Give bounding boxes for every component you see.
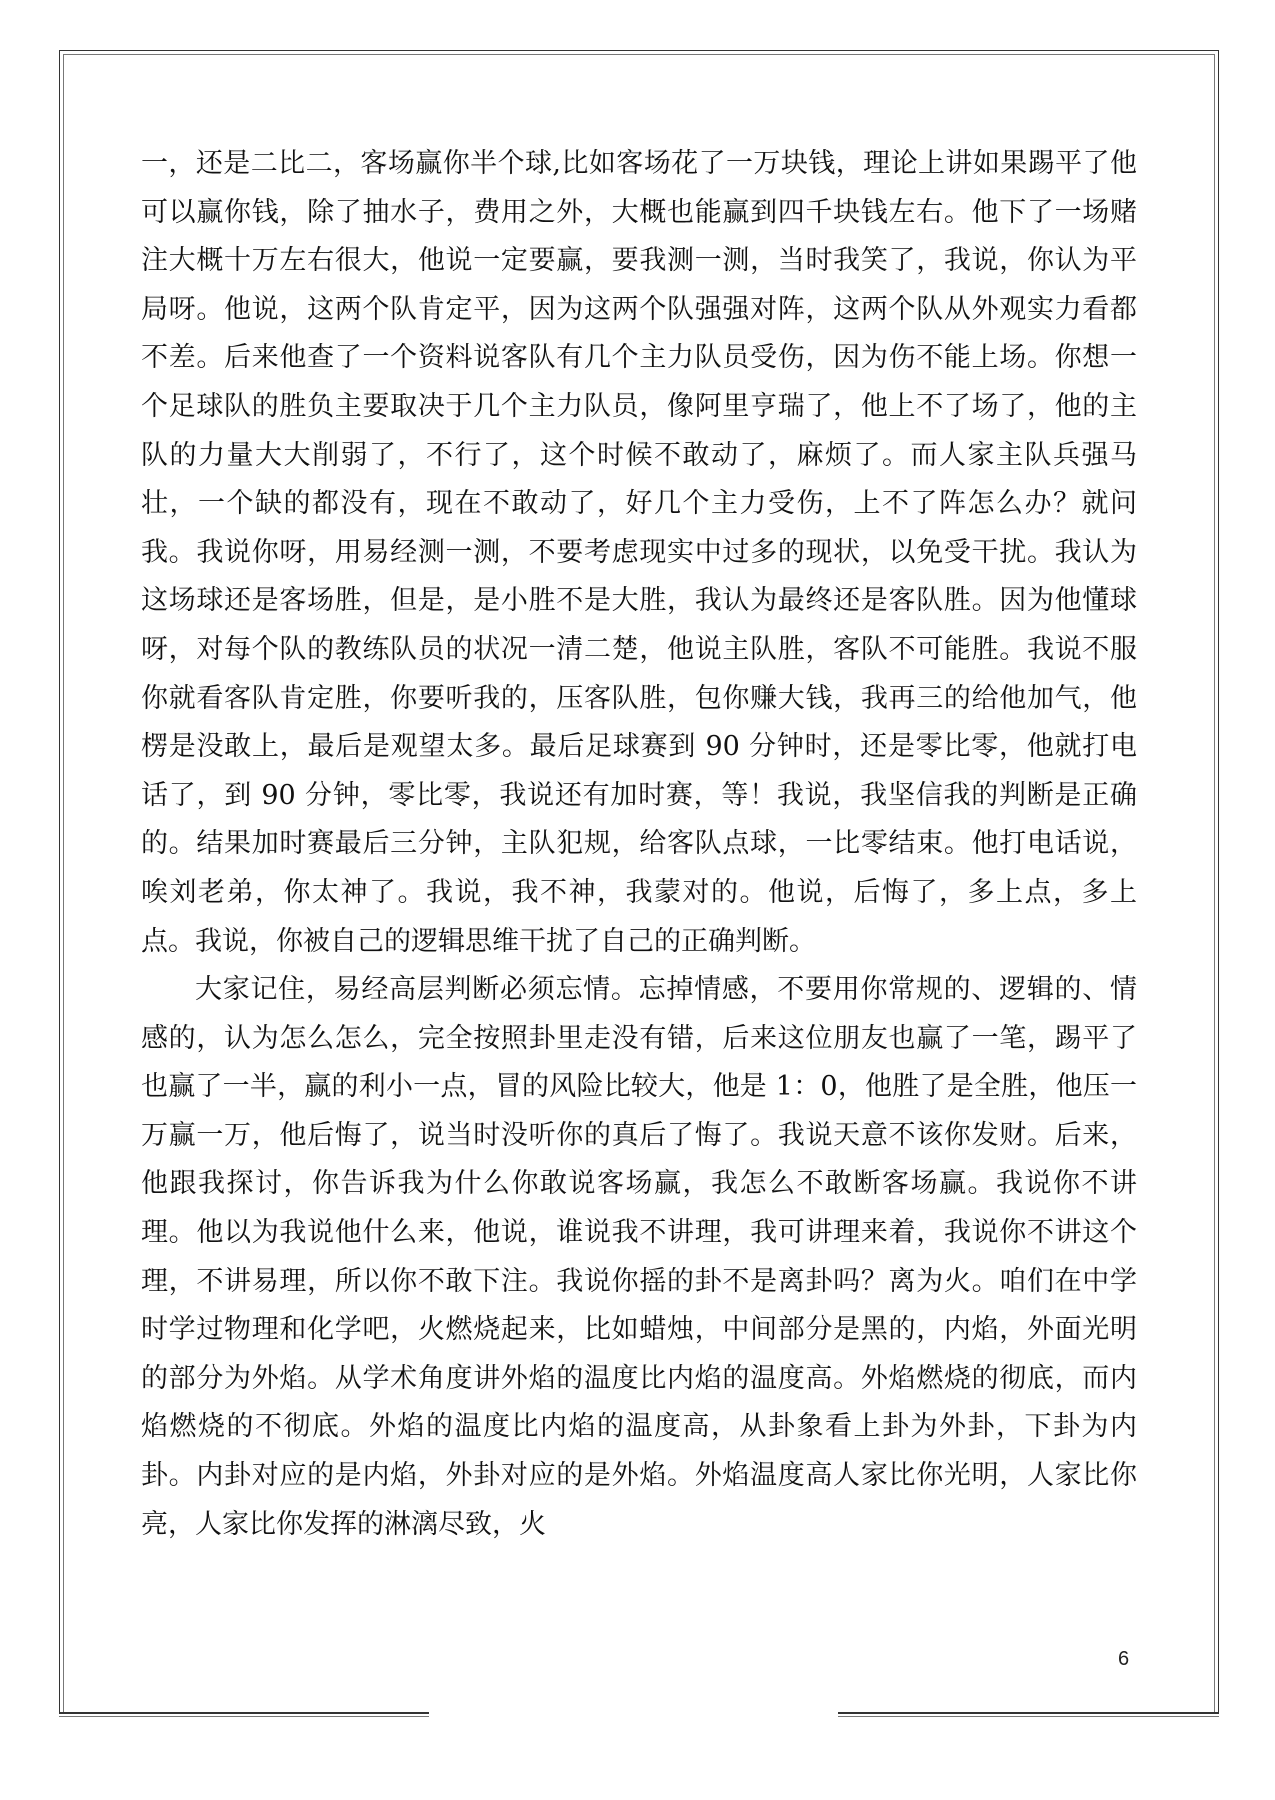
footer-rule-left — [59, 1712, 429, 1714]
footer-rule-left-inner — [59, 1716, 429, 1717]
paragraph-2: 大家记住，易经高层判断必须忘情。忘掉情感，不要用你常规的、逻辑的、情感的，认为怎么怎么，完全按照卦里走没有错，后来这位朋友也赢了一笔，踢平了也赢了一半，赢的利小一点，冒的风险比较大，他是 1：0，他胜了是全胜，他压一万赢一万，他后悔了，说当时没听你的真后了悔了。我说天意不该你发财。后来，他跟我探讨，你告诉我为什么你敢说客场赢，我怎么不敢断客场赢。我说你不讲理。他以为我说他什么来，他说，谁说我不讲理，我可讲理来着，我说你不讲这个理，不讲易理，所以你不敢下注。我说你摇的卦不是离卦吗？离为火。咱们在中学时学过物理和化学吧，火燃烧起来，比如蜡烛，中间部分是黑的，内焰，外面光明的部分为外焰。从学术角度讲外焰的温度比内焰的温度高。外焰燃烧的彻底，而内焰燃烧的不彻底。外焰的温度比内焰的温度高，从卦象看上卦为外卦，下卦为内卦。内卦对应的是内焰，外卦对应的是外焰。外焰温度高人家比你光明，人家比你亮，人家比你发挥的淋漓尽致，火 — [141, 974, 1137, 1540]
paragraph-1: 一，还是二比二，客场赢你半个球,比如客场花了一万块钱，理论上讲如果踢平了他可以赢你钱，除了抽水子，费用之外，大概也能赢到四千块钱左右。他下了一场赌注大概十万左右很大，他说一定要赢，要我测一测，当时我笑了，我说，你认为平局呀。他说，这两个队肯定平，因为这两个队强强对阵，这两个队从外观实力看都不差。后来他查了一个资料说客队有几个主力队员受伤，因为伤不能上场。你想一个足球队的胜负主要取决于几个主力队员，像阿里亨瑞了，他上不了场了，他的主队的力量大大削弱了，不行了，这个时候不敢动了，麻烦了。而人家主队兵强马壮，一个缺的都没有，现在不敢动了，好几个主力受伤，上不了阵怎么办？就问我。我说你呀，用易经测一测，不要考虑现实中过多的现状，以免受干扰。我认为这场球还是客场胜，但是，是小胜不是大胜，我认为最终还是客队胜。因为他懂球呀，对每个队的教练队员的状况一清二楚，他说主队胜，客队不可能胜。我说不服你就看客队肯定胜，你要听我的，压客队胜，包你赚大钱，我再三的给他加气，他楞是没敢上，最后是观望太多。最后足球赛到 90 分钟时，还是零比零，他就打电话了，到 90 分钟，零比零，我说还有加时赛，等！我说，我坚信我的判断是正确的。结果加时赛最后三分钟，主队犯规，给客队点球，一比零结束。他打电话说，唉刘老弟，你太神了。我说，我不神，我蒙对的。他说，后悔了，多上点，多上点。我说，你被自己的逻辑思维干扰了自己的正确判断。 — [141, 148, 1137, 957]
footer-rule-right — [838, 1712, 1219, 1714]
body-text — [141, 140, 1137, 1549]
footer-rule-right-inner — [838, 1716, 1219, 1717]
page-number: 6 — [1118, 1648, 1130, 1670]
